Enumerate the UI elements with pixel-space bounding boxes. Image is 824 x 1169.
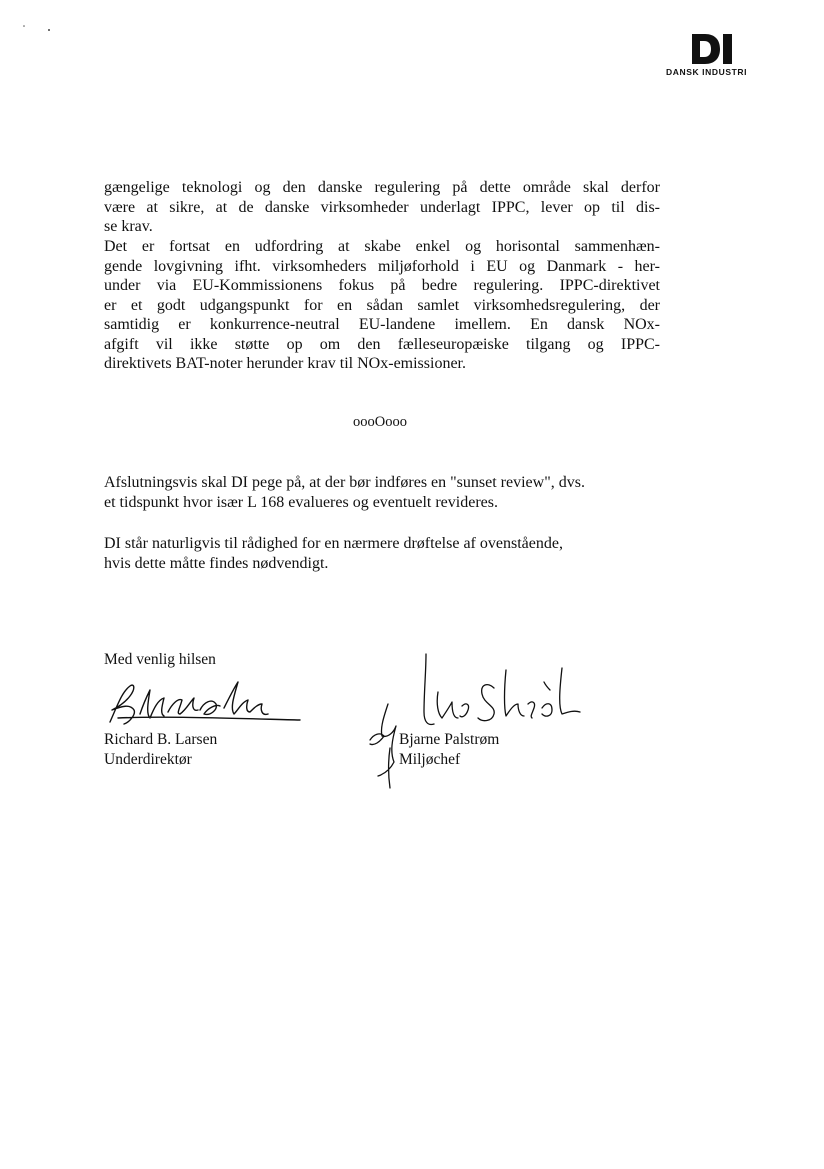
text-line: direktivets BAT-noter herunder krav til NOx-emissioner.	[104, 355, 466, 372]
text-line: samtidig er konkurrence-neutral EU-landene imellem. En dansk NOx-	[104, 316, 660, 333]
signer-richard-larsen	[104, 730, 217, 770]
logo-wordmark: DANSK INDUSTRI	[666, 67, 748, 77]
text-line: gende lovgivning ifht. virksomheders miljøforhold i EU og Danmark - her-	[104, 257, 660, 275]
scan-speckle	[22, 22, 62, 34]
paragraph-availability	[104, 534, 660, 573]
signer-name: Bjarne Palstrøm	[399, 731, 500, 748]
text-line: være at sikre, at de danske virksomheder underlagt IPPC, lever op til dis-	[104, 198, 660, 216]
signature-richard-larsen	[100, 674, 310, 734]
signer-name: Richard B. Larsen	[104, 731, 218, 748]
text-line: DI står naturligvis til rådighed for en nærmere drøftelse af ovenstående,	[104, 535, 563, 552]
signature-bjarne-palstrom	[366, 652, 596, 792]
text-line: er et godt udgangspunkt for en sådan samlet virksomhedsregulering, der	[104, 296, 660, 314]
text-line: Det er fortsat en udfordring at skabe enkel og horisontal sammenhæn-	[104, 238, 660, 255]
section-separator: oooOooo	[353, 414, 407, 430]
signer-title: Miljøchef	[399, 751, 461, 768]
paragraph-bat-requirements	[104, 178, 660, 237]
paragraph-sunset-review	[104, 473, 660, 512]
text-line: under via EU-Kommissionens fokus på bedre regulering. IPPC-direktivet	[104, 277, 660, 294]
text-line: Afslutningsvis skal DI pege på, at der bør indføres en "sunset review", dvs.	[104, 474, 585, 491]
paragraph-regulation-challenge	[104, 237, 660, 374]
di-logo-mark	[690, 33, 736, 65]
text-line: afgift vil ikke støtte op om den fælleseuropæiske tilgang og IPPC-	[104, 335, 660, 353]
signer-bjarne-palstrom	[399, 730, 499, 770]
dansk-industri-logo	[666, 33, 762, 77]
text-line: hvis dette måtte findes nødvendigt.	[104, 554, 329, 572]
text-line: et tidspunkt hvor især L 168 evalueres og eventuelt revideres.	[104, 493, 498, 511]
signer-title: Underdirektør	[104, 751, 192, 768]
text-line: gængelige teknologi og den danske regulering på dette område skal derfor	[104, 179, 660, 196]
text-line: se krav.	[104, 218, 153, 235]
closing-greeting: Med venlig hilsen	[104, 651, 216, 668]
